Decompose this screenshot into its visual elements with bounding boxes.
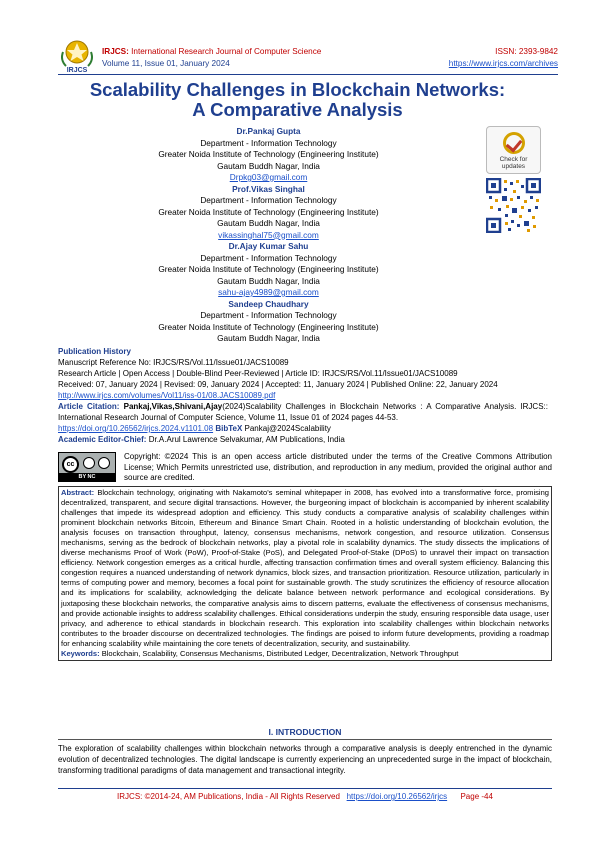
author-place: Gautam Buddh Nagar, India [217,275,320,286]
title-line-2: A Comparative Analysis [192,99,403,120]
introduction-heading: I. INTRODUCTION [268,727,342,737]
bibtex-key: Pankaj@2024Scalability [244,424,331,433]
archive-link[interactable]: https://www.irjcs.com/archives [448,59,558,68]
article-info: Research Article | Open Access | Double-Blind Peer-Reviewed | Article ID: IRJCS/RS/Vol.11/Issue01/JACS10089 [58,369,458,378]
author-email[interactable]: sahu-ajay4989@gmail.com [218,287,319,297]
header-rule [58,74,558,75]
article-pdf-link[interactable]: http://www.irjcs.com/volumes/Vol11/iss-01/08.JACS10089.pdf [58,391,276,400]
author-name: Sandeep Chaudhary [228,298,309,309]
cc-symbol: cc [62,456,79,473]
badge-line-2: updates [501,163,526,170]
abstract-paragraph [61,488,549,649]
check-updates-icon [503,132,525,154]
article-citation [58,401,548,423]
abstract-label: Abstract: [61,488,95,497]
author-institute: Greater Noida Institute of Technology (Engineering Institute) [158,264,379,274]
author-name: Dr.Ajay Kumar Sahu [228,241,309,251]
author-place: Gautam Buddh Nagar, India [217,333,320,343]
journal-name: International Research Journal of Computer Science [131,47,322,56]
doi-link[interactable]: https://doi.org/10.26562/irjcs.2024.v1101.08 [58,424,214,433]
author-institute: Greater Noida Institute of Technology (Engineering Institute) [158,206,379,217]
author-institute: Greater Noida Institute of Technology (Engineering Institute) [158,149,379,159]
qr-code-icon [486,178,541,233]
introduction-text: The exploration of scalability challenges within blockchain networks through a comparative analysis is deeply entrenched in the dynamic evolution of decentralized technologies. The digital landscape is currently experiencing an unprecedented surge in the impact of blockchain, transforming traditional paradigms of data management and transactional integrity. [58,744,552,775]
check-for-updates-badge[interactable] [486,126,541,174]
nc-dollar-icon [98,457,110,469]
footer-copyright: IRJCS: ©2014-24, AM Publications, India - All Rights Reserved [117,792,340,801]
abstract-box [58,486,552,661]
footer-rule [58,788,552,789]
author-name: Prof.Vikas Singhal [232,183,305,194]
citation-label: Article Citation: [58,402,120,411]
footer-doi-link[interactable]: https://doi.org/10.26562/irjcs [346,792,448,801]
author-place: Gautam Buddh Nagar, India [217,218,320,228]
author-name: Dr.Pankaj Gupta [236,126,301,136]
paper-title [40,80,555,120]
issn: ISSN: 2393-9842 [495,47,558,56]
editor-row [58,434,548,445]
author-block [96,126,441,345]
bibtex-label: BibTeX [215,424,243,433]
editor-label: Academic Editor-Chief: [58,435,147,444]
author-email[interactable]: vikassinghal75@gmail.com [218,229,319,240]
author-dept: Department - Information Technology [200,137,337,148]
publication-dates: Received: 07, January 2024 | Revised: 09, January 2024 | Accepted: 11, January 2024 | Published Online: 22, January 2024 [58,380,498,389]
cc-bar-label: BY NC [59,473,115,481]
publication-history-heading: Publication History [58,347,131,356]
citation-authors: Pankaj,Vikas,Shivani,Ajay [123,402,223,411]
abstract-text: Blockchain technology, originating with Nakamoto's seminal whitepaper in 2008, has evolved into a transformative force, promising decentralized, transparent, and secure digital transactions. However, the burgeoning impact of blockchain is accompanied by inherent scalability challenges that impede its widespread adoption and efficiency. This study conducts a comparative analysis of scalability challenges within prominent blockchain networks Bitcoin, Ethereum and Binance Smart Chain. Rooted in a holistic understanding of blockchain evolution, the analysis focuses on transaction throughput, latency, consensus mechanisms, network congestion, and resource utilization. Consensus mechanisms, serving as the bedrock of blockchain networks, play a pivotal role in scalability dynamics. The study dissects the implications of diverse mechanisms Proof of Work (PoW), Proof-of-Stake (PoS), and Delegated Proof-of-Stake (DPoS) to unravel their impact on transaction efficiency. Network congestion emerges as a critical hurdle, affecting transaction confirmation times and overall system efficiency. Balancing this congestion requires a nuanced understanding of network dynamics, block sizes, and transaction prioritization. Resource utilization, particularly in terms of computing power and memory, becomes a focal point for sustainable growth. The study scrutinizes the efficiency of resource allocation and its implications for scalability, acknowledging the delicate balance between network performance and ecological considerations. By juxtaposing these blockchain networks, the comparative analysis aims to discern patterns, evaluate the effectiveness of consensus mechanisms, and provide actionable insights to address scalability challenges. Ethical considerations underpin the study, ensuring responsible data usage, user privacy, and adherence to ethical standards in blockchain research. This exploration into scalability challenges within blockchain networks contributes to the broader discourse on decentralized technologies. The findings are poised to inform future developments, providing a roadmap for enhancing scalability while maintaining the core tenets of decentralization, security, and sustainability. [61,488,549,648]
keywords-text: Blockchain, Scalability, Consensus Mechanisms, Distributed Ledger, Decentralization, Network Throughput [101,648,459,658]
doi-row [58,423,548,434]
badge-line-1: Check for [499,156,528,163]
svg-text:IRJCS: IRJCS [66,67,88,74]
author-dept: Department - Information Technology [200,195,337,205]
creative-commons-license-icon [58,452,116,482]
editor-name: Dr.A.Arul Lawrence Selvakumar, AM Publications, India [148,435,345,444]
irjcs-logo [58,38,96,74]
journal-header [58,38,558,78]
copyright-notice: Copyright: ©2024 This is an open access article distributed under the terms of the Creative Commons Attribution License; Which Permits unrestricted use, distribution, and reproduction in any medium, provided the original author and source are credited. [124,452,552,482]
keywords-row [61,649,549,659]
journal-abbr: IRJCS: [102,47,129,56]
volume-issue: Volume 11, Issue 01, January 2024 [102,59,230,68]
keywords-label: Keywords: [61,648,100,658]
author-dept: Department - Information Technology [200,252,337,263]
author-institute: Greater Noida Institute of Technology (Engineering Institute) [158,321,379,332]
by-person-icon [83,457,95,469]
author-dept: Department - Information Technology [200,310,337,320]
author-email[interactable]: Drpkg03@gmail.com [229,172,308,182]
title-line-1: Scalability Challenges in Blockchain Networks: [89,79,506,100]
page-footer [58,792,552,801]
publication-history [58,346,548,445]
author-place: Gautam Buddh Nagar, India [217,160,320,171]
page-number: Page -44 [460,792,493,801]
section-rule [58,739,552,740]
citation-text: (2024)Scalability Challenges in Blockchain Networks : A Comparative Analysis. IRJCS:: International Research Journal of Computer Science, Volume 11, Issue 01 of 2024 pages 44-53. [58,402,548,422]
manuscript-reference: Manuscript Reference No: IRJCS/RS/Vol.11/Issue01/JACS10089 [58,358,289,367]
